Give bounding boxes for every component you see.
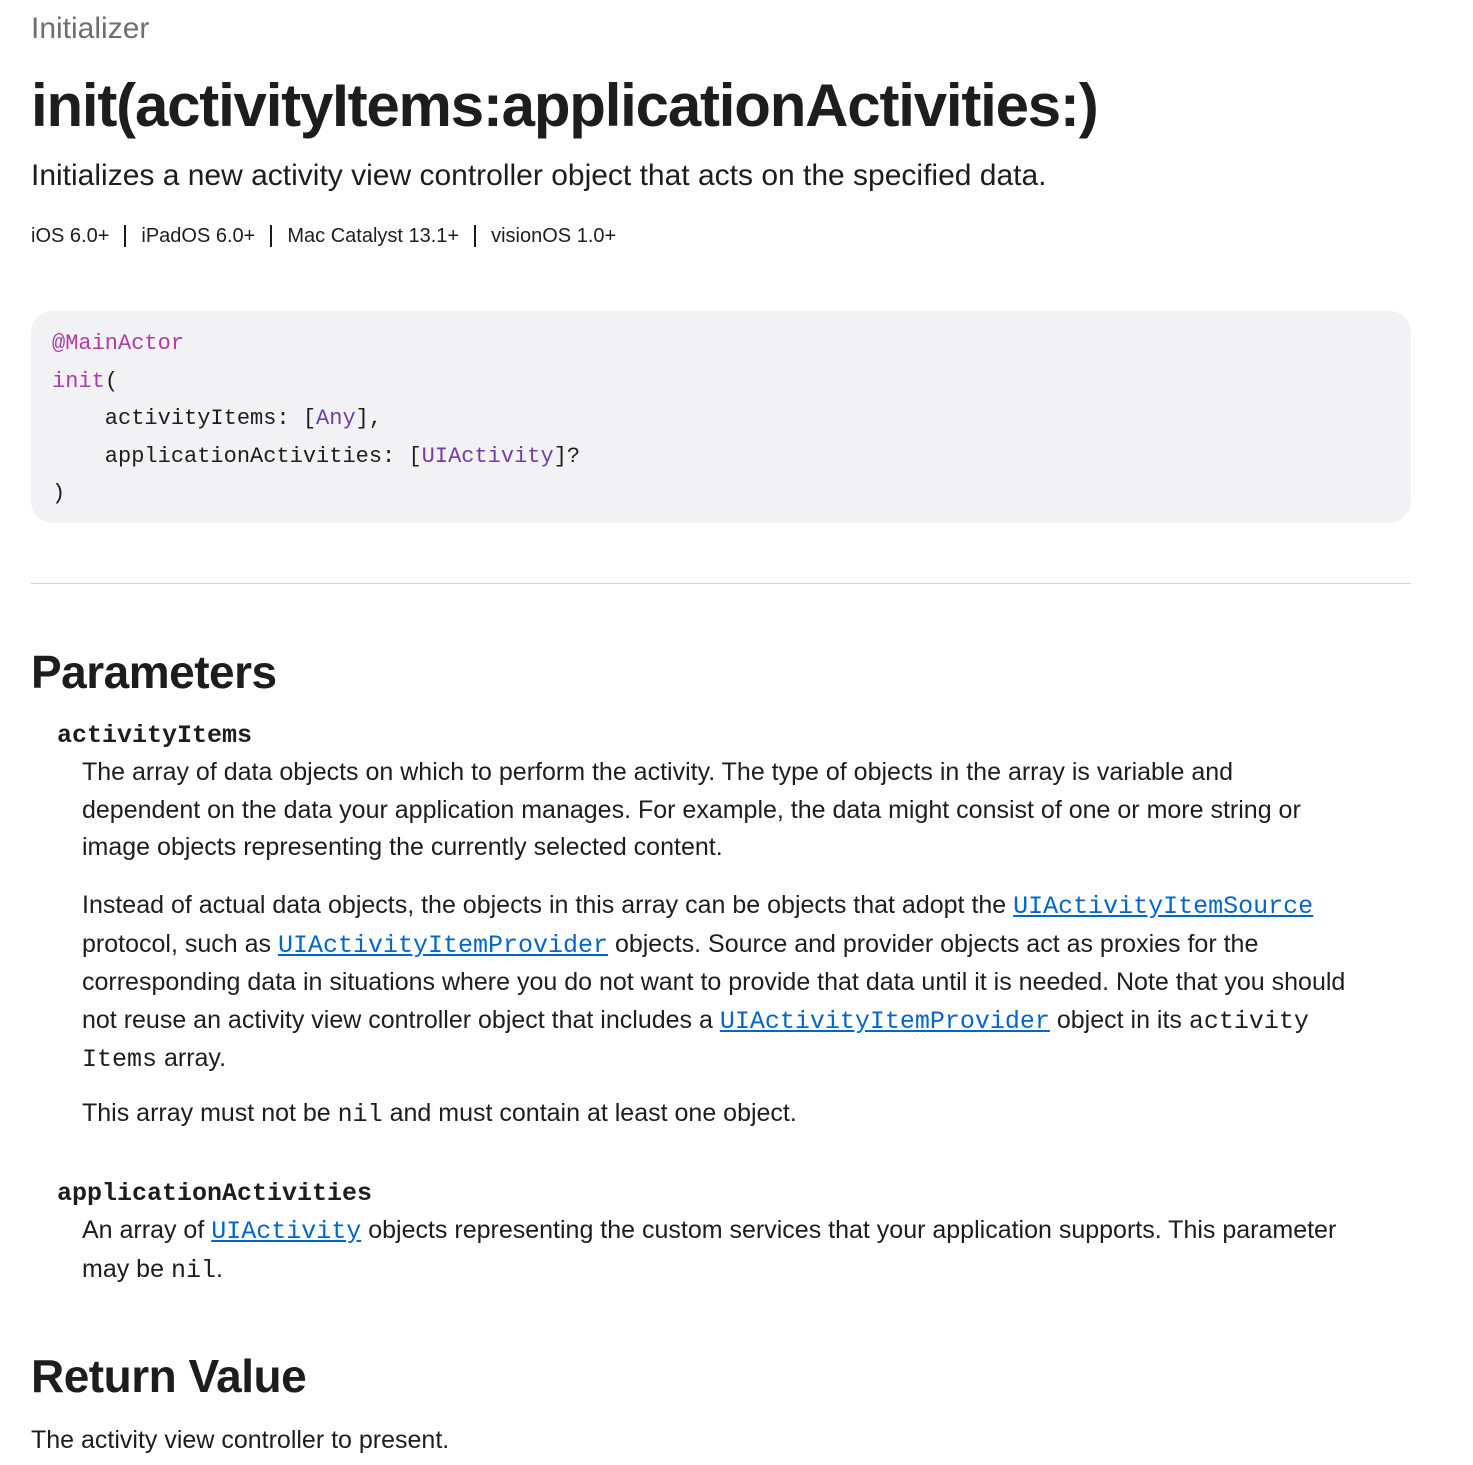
text-span: This array must not be [82, 1099, 338, 1127]
code-param-label: applicationActivities: [ [52, 443, 422, 469]
text-line [82, 887, 1412, 926]
platform-ios: iOS 6.0+ [31, 225, 110, 247]
code-line [52, 363, 1411, 401]
param-description [82, 1095, 1412, 1134]
link-uiactivityitemprovider[interactable]: UIActivityItemProvider [277, 930, 608, 960]
text-line [82, 926, 1412, 965]
platform-mac-catalyst: Mac Catalyst 13.1+ [287, 225, 460, 247]
inline-code: Items [82, 1045, 158, 1074]
param-description [82, 887, 1412, 1079]
code-punctuation: ) [52, 481, 66, 506]
parameters-heading: Parameters [31, 646, 277, 698]
text-span: not reuse an activity view controller object that includes a [82, 1005, 720, 1034]
text-span: . [215, 1254, 223, 1283]
platform-visionos: visionOS 1.0+ [491, 225, 617, 247]
text-line: dependent on the data your application manages. For example, the data might consist of one or more string or [82, 795, 1301, 824]
text-span: protocol, such as [82, 929, 278, 958]
code-attribute: @MainActor [52, 331, 185, 356]
code-line [52, 400, 1411, 438]
text-line [82, 1040, 1412, 1079]
text-span: Instead of actual data objects, the objects in this array can be objects that adopt the [82, 891, 1014, 919]
text-line [82, 1212, 1412, 1251]
text-span: objects. Source and provider objects act as proxies for the [608, 929, 1259, 958]
platform-ipados: iPadOS 6.0+ [141, 225, 256, 247]
section-divider [31, 583, 1411, 584]
link-uiactivityitemsource[interactable]: UIActivityItemSource [1013, 892, 1314, 921]
code-type-link[interactable]: UIActivity [421, 443, 554, 469]
page-title: init(activityItems:applicationActivities:) [31, 72, 1098, 139]
code-line [52, 438, 1411, 476]
text-span: An array of [82, 1216, 212, 1244]
platform-separator [474, 225, 476, 247]
text-line [82, 1002, 1412, 1041]
abstract: Initializes a new activity view controller object that acts on the specified data. [31, 159, 1047, 192]
platform-availability [31, 222, 616, 250]
code-punctuation: ( [104, 368, 119, 394]
link-uiactivityitemprovider[interactable]: UIActivityItemProvider [719, 1006, 1050, 1036]
declaration-code-block [31, 311, 1411, 523]
param-name-activity-items: activityItems [57, 721, 253, 750]
text-span: object in its [1049, 1005, 1189, 1034]
code-line [52, 475, 1411, 513]
text-span: and must contain at least one object. [382, 1099, 797, 1127]
link-uiactivity[interactable]: UIActivity [211, 1217, 362, 1246]
platform-separator [270, 225, 272, 247]
code-line [52, 325, 1411, 363]
param-description [82, 754, 1412, 867]
symbol-kind-eyebrow: Initializer [31, 12, 150, 45]
inline-code: activity [1188, 1006, 1309, 1036]
return-value-heading: Return Value [31, 1350, 307, 1402]
text-line: corresponding data in situations where you do not want to provide that data until it is needed. Note that you should [82, 968, 1346, 996]
code-punctuation: ], [355, 406, 383, 431]
code-type: Any [316, 406, 356, 431]
code-param-label: activityItems: [ [52, 406, 317, 431]
text-line [82, 1251, 1412, 1290]
platform-separator [124, 225, 126, 247]
code-punctuation: ]? [553, 443, 581, 469]
param-name-application-activities: applicationActivities [57, 1179, 373, 1208]
return-value-description: The activity view controller to present. [31, 1426, 450, 1454]
code-keyword: init [52, 368, 105, 394]
text-span: objects representing the custom services that your application supports. This parameter [361, 1216, 1337, 1244]
text-span: may be [82, 1254, 171, 1283]
param-description [82, 1212, 1412, 1289]
inline-code: nil [337, 1100, 383, 1129]
text-span: array. [157, 1044, 227, 1072]
text-line: image objects representing the currently selected content. [82, 833, 723, 861]
inline-code: nil [170, 1255, 216, 1285]
text-line: The array of data objects on which to perform the activity. The type of objects in the array is variable and [82, 758, 1234, 786]
text-line [82, 1095, 1412, 1134]
